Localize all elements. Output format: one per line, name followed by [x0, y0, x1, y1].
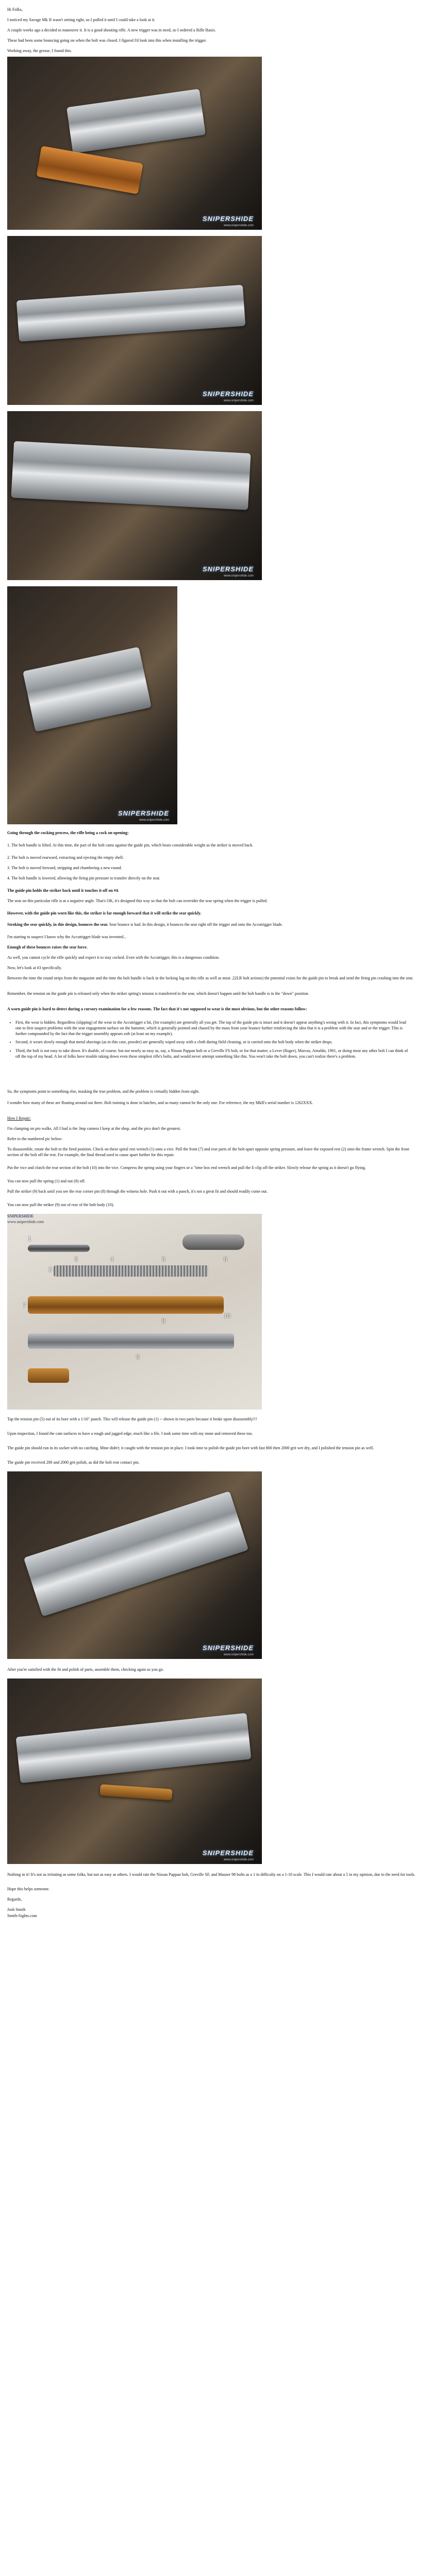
repair-heading: How I Repair: [7, 1116, 31, 1121]
watermark-title: SNIPERSHIDE [7, 1214, 34, 1218]
part-label: 1 [28, 1235, 31, 1242]
worn-heading: A worn guide pin is hard to detect during a cursory examination for a few reasons. The fact that it's not supposed to wear is the most obvious, but the other reasons follow: [7, 1007, 307, 1011]
remember-text: Remember, the tension on the guide pin is released only when the striker spring's tension is transferred to the sear, which doesn't happen until the bolt handle is in the "down" position. [7, 991, 309, 996]
greeting: Hi Folks, [7, 7, 23, 12]
cocking-step: 3. The bolt is moved forward, stripping and chambering a new round. [7, 866, 122, 870]
so-text: So, the symptoms point to something else, masking the true problem, and the problem is virtually hidden from sight. [7, 1089, 200, 1094]
pull-spring-text: You can now pull the spring (1) and nut (8) off. [7, 1179, 86, 1183]
photo-polished-guide-pin [7, 1471, 262, 1659]
photo-guide-pin-wear-1 [7, 57, 262, 230]
intro-paragraph: These had been some bouncing going on when the bolt was closed. I figured I'd look into this when installing the trigger. [7, 38, 207, 43]
cocking-heading: Going through the cocking process, the rifle being a cock on opening: [7, 831, 129, 835]
part-label: 9 [136, 1353, 140, 1361]
cocking-step: 4. The bolt handle is lowered, allowing the firing pin pressure to transfer directly on the sear. [7, 876, 160, 880]
part-label: 8 [162, 1317, 165, 1325]
watermark-subtitle: www.snipershide.com [223, 574, 254, 578]
guide-pin-text: The sear on this particular rifle is at a negative angle. That's OK, it's designed this way so that the bolt can overrider the sear spring when the trigger is pulled. [7, 899, 268, 903]
guide-pin-heading: The guide pin holds the striker back until it touches it off on #4. [7, 888, 119, 893]
disassemble-text: To disassemble, rotate the bolt to the fired position. Check on these spiral rest wrench (1) onto a vice. Pull the front (7) and rear parts of the bolt apart opposite spring pressure, and leave the exposed rest (2) onto the frame wrench. Spin the front section of the bolt off the rest. For example, the final thread used to cause apart further for this repair. [7, 1147, 409, 1157]
pull-striker-text: Pull the striker (9) back until you see the rear corner pin (8) through the witness hole. Push it out with a punch, it's not a great fit and should readily come out. [7, 1189, 268, 1194]
reasons-list [15, 1020, 412, 1063]
wonder-text: I wonder how many of these are floating around out there. Bolt training is done in batches, and so many cannot be the only one. For reference, the my MkII's serial number is 1262XXX. [7, 1100, 313, 1105]
inspection-text: Upon inspection, I found the cam surfaces to have a rough and jagged edge, much like a file. I took some time with my stone and removed these too. [7, 1431, 253, 1436]
watermark-title: SNIPERSHIDE [118, 809, 169, 818]
watermark-title: SNIPERSHIDE [202, 565, 254, 573]
part-label: 10 [224, 1312, 231, 1319]
watermark-title: SNIPERSHIDE [202, 215, 254, 223]
photo-guide-pin-wear-3 [7, 411, 262, 580]
hope-text: Hope this helps someone. [7, 1887, 50, 1891]
part-label: 7 [23, 1302, 26, 1309]
watermark-subtitle: www.snipershide.com [223, 224, 254, 227]
photo-reassembled-bolt [7, 1679, 262, 1864]
watermark-subtitle: www.snipershide.com [223, 399, 254, 402]
put-text: Put the vice and clutch the rear section of the bolt (10) into the vice. Compress the spring using your fingers or a "time box end wrench and pull the E-clip off the striker. Slowly release the spring as it doesn't go flying. [7, 1165, 366, 1170]
cocking-step: 1. The bolt handle is lifted. At this time, the part of the bolt cams against the guide pin, which bears considerable weight as the striker is moved back. [7, 843, 254, 848]
author-name: Josh Smith [7, 1907, 26, 1912]
watermark-subtitle: www.snipershide.com [223, 1653, 254, 1656]
watermark-subtitle: www.snipershide.com [7, 1219, 44, 1224]
stroke-heading: Stroking the sear quickly, in this design, bounces the sear. [7, 922, 108, 927]
between-text: Between the time the round strips from the magazine and the time the bolt handle is back in the locking lug on this rifle as well as most .22LR bolt actions) the potential exists for the guide pin to break and send the firing pin crashing into the sear. [7, 976, 413, 980]
list-item: • Third, the bolt is not easy to take down. It's doable, of course, but not nearly as easy as, say, a Nissan Pappan bolt or a Greville FS bolt, or for that matter, a Lever (Ruger), Marcus, Arnaldo, 1901, or doing most any other bolt I can think of off the top of my head. A lot of folks have trouble taking down even these simplest rifle's bolts, and would never attempt something like this. You won't take the bolt down, you can't realize there's a problem. [15, 1048, 412, 1060]
part-label: 5 [162, 1256, 165, 1263]
part-label: 2 [48, 1266, 52, 1273]
trigger-text: I'm starting to suspect I know why the Accutrigger blade was invented... [7, 935, 127, 939]
intro-paragraph: A couple weeks ago a decided to maneuver it. It is a good shooting rifle. A new trigger was in need, so I ordered a Rifle Basix. [7, 28, 216, 32]
photo-guide-pin-wear-4 [7, 586, 177, 824]
regards-text: Regards, [7, 1897, 22, 1902]
stroke-paragraph [7, 922, 420, 928]
nothing-text: Nothing in it! It's not as irritating as some folks, but not as easy as others. I would rate the Nissan Pappan bolt, Greville SF, and Mauser 98 bolts as a 1 in difficulty on a 1-10 scale. This I would rate about a 5 in my opinion, due to the need for tools. [7, 1872, 416, 1877]
worse-heading: However, with the guide pin worn like this, the striker is far enough forward that it will strike the sear quickly. [7, 911, 202, 916]
list-item: • Second, it wears slowly enough that metal shavings (as in this case, powder) are generally wiped away with a cloth during field cleaning, or is carried onto the bolt body when the striker drops. [15, 1040, 412, 1045]
list-item: • First, the wear is hidden. Regardless (slipping) of the wear to the Accutrigger a bit, (for example) are generally all you get. The top of the guide pin is intact and it doesn't appear anything's wrong with it. In fact, this symptoms would lead one to first suspect problems with the sear engagement surface on the hammer, which is generally pointed and chased by the mass from your bounce further reinforcing the idea that it is a problem with the sear and or the trigger. This is further compounded by the fact that the trigger assembly appears soft (at least on my example). [15, 1020, 412, 1037]
watermark-subtitle: www.snipershide.com [139, 818, 169, 822]
watermark-title: SNIPERSHIDE [202, 390, 254, 398]
refer-text: Refer to the numbered pic below: [7, 1137, 63, 1141]
polished-text: The guide pin received 200 and 2000 grit polish, as did the bolt rear contact pin. [7, 1460, 140, 1465]
clamping-text: I'm clamping on pro walks. All I had is the 3mp camera I keep at the shop, and the pics don't the greatest. [7, 1126, 181, 1131]
part-label: 4 [110, 1256, 114, 1263]
reassemble-text: After you're satisfied with the fit and polish of parts, assemble them, checking again as you go. [7, 1667, 164, 1672]
watermark-subtitle: www.snipershide.com [223, 1858, 254, 1861]
photo-disassembled-parts [7, 1214, 262, 1410]
photo-guide-pin-wear-2 [7, 236, 262, 405]
intro-paragraph: Working away, the grease, I found this. [7, 48, 72, 53]
watermark-title: SNIPERSHIDE [202, 1849, 254, 1857]
tap-text: Tap the tension pin (5) out of its bore with a 1/16" punch. This will release the guide pin (1) -- shown in two parts because it broke upon disassembly!!! [7, 1417, 257, 1421]
cocking-step: 2. The bolt is moved rearward, extracting and ejecting the empty shell. [7, 855, 124, 860]
well-text: As well, you cannot cycle the rifle quickly and expect it to stay cocked. Even with the Accutrigger, this is a dangerous condition. [7, 955, 220, 960]
author-site: Smith-Sights.com [7, 1913, 37, 1918]
watermark-title: SNIPERSHIDE [202, 1644, 254, 1652]
now-text: Now, let's look at #3 specifically. [7, 965, 62, 970]
intro-paragraph: I noticed my Savage Mk II wasn't setting right, so I pulled it until I could take a look at it. [7, 18, 156, 22]
enough-heading: Enough of these bounces raises the sear force. [7, 945, 88, 950]
part-label: 6 [224, 1256, 227, 1263]
machined-text: The guide pin should run in its socket with no catching. Mine didn't; it caught with the tension pin in place. I took time to polish the guide pin bore with fast 800 then 2000 grit wet dry, and I polished the tension pin as well. [7, 1446, 374, 1450]
part-label: 3 [74, 1256, 78, 1263]
pull-out-text: You can now pull the striker (9) out of rear of the bolt body (10). [7, 1202, 114, 1207]
stroke-text: Sear bounce is bad. In this design, it bounces the sear right off the trigger and onto the Accutrigger blade. [109, 922, 283, 927]
